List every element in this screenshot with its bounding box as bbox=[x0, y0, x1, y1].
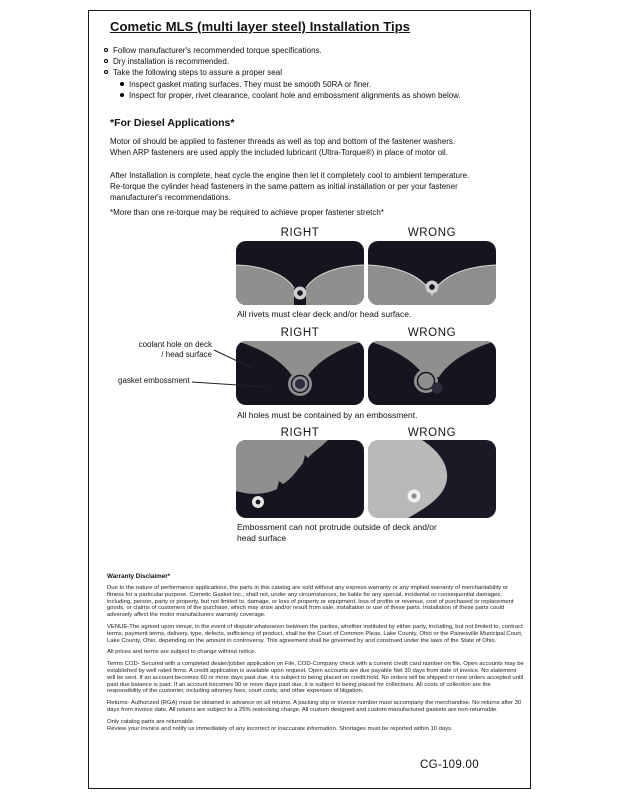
right-label-row3: RIGHT bbox=[280, 427, 320, 439]
list-item bbox=[104, 67, 322, 78]
warranty-paragraph: Only catalog parts are returnable. bbox=[107, 718, 195, 725]
tip-text: Take the following steps to assure a proper seal bbox=[113, 68, 282, 77]
warranty-paragraph: All prices and terms are subject to change without notice. bbox=[107, 649, 256, 656]
open-bullet-icon bbox=[104, 59, 108, 63]
list-item bbox=[104, 56, 322, 67]
sub-tips-list bbox=[120, 79, 461, 101]
diesel-paragraph-1: Motor oil should be applied to fastener threads as well as top and bottom of the fastener washers. When ARP fasteners are used apply the included lubricant (Ultra-Torque®) in place of motor oil. bbox=[110, 137, 456, 157]
wrong-label-row3: WRONG bbox=[407, 427, 457, 439]
caption-row3: Embossment can not protrude outside of deck and/or head surface bbox=[237, 522, 437, 543]
warranty-section bbox=[107, 573, 525, 737]
sub-tip-text: Inspect for proper, rivet clearance, coolant hole and embossment alignments as shown below. bbox=[129, 91, 461, 100]
list-item bbox=[120, 90, 461, 101]
open-bullet-icon bbox=[104, 48, 108, 52]
sub-tip-text: Inspect gasket mating surfaces. They must be smooth 50RA or finer. bbox=[129, 80, 372, 89]
open-bullet-icon bbox=[104, 70, 108, 74]
caption-row2: All holes must be contained by an embossment. bbox=[237, 410, 418, 420]
page-title: Cometic MLS (multi layer steel) Installation Tips bbox=[110, 19, 411, 34]
tip-text: Dry installation is recommended. bbox=[113, 57, 230, 66]
diagram-protrusion-right bbox=[236, 440, 364, 518]
annotation-pointer-lines bbox=[100, 330, 300, 400]
diagram-protrusion-wrong bbox=[368, 440, 496, 518]
gasket-embossment-annotation: gasket embossment bbox=[118, 376, 190, 385]
warranty-paragraph: Terms COD- Secured with a completed dealer/jobber application on File, COD-Company check with a current credit card number on file. Open accounts may be established by well rated firms. A credit application is available upon request. Open accounts are due payable Net 30 days from date of invoice. No statement will be sent. If an account becomes 60 or more days past due, it is subject to being placed on credit hold. No orders will be shipped or new orders accepted until past due balance is paid. If an account becomes 90 or more days past due, it is subject to being placed for collections. All costs of collection are the responsibility of the customer, including attorney fees, court costs, and other expenses of litigation. bbox=[107, 661, 524, 695]
caption-row1: All rivets must clear deck and/or head surface. bbox=[237, 309, 412, 319]
diesel-paragraph-2: After Installation is complete, heat cycle the engine then let it completely cool to ambient temperature. Re-torque the cylinder head fasteners in the same pattern as initial installation or per your fastener manufacturer's recommendations. bbox=[110, 171, 470, 202]
tips-list bbox=[104, 45, 322, 78]
coolant-hole-annotation: coolant hole on deck / head surface bbox=[138, 340, 212, 359]
warranty-paragraph: Review your invoice and notify us immediately of any incorrect or inaccurate information. Shortages must be reported within 10 days. bbox=[107, 725, 453, 732]
filled-bullet-icon bbox=[120, 93, 124, 97]
wrong-label-row2: WRONG bbox=[407, 327, 457, 339]
diesel-heading: *For Diesel Applications* bbox=[110, 117, 235, 129]
warranty-paragraph: Returns- Authorized (RGA) must be obtained in advance on all returns. A packing slip or invoice number must accompany the merchandise. No returns after 30 days from invoice date. All returns are subject to a 25% restocking charge. All custom designed and custom manufactured gaskets are non-returnable. bbox=[107, 700, 522, 713]
diagram-rivet-wrong bbox=[368, 241, 496, 305]
list-item bbox=[104, 45, 322, 56]
page-code: CG-109.00 bbox=[420, 759, 479, 771]
warranty-paragraph: VENUE-The agreed upon venue, in the event of dispute whatsoever between the parties, whether instituted by either party, including, but not limited to, contract terms, payment terms, delivery, type, defects, sufficiency of product, shall be the Court of Common Pleas, Lake County, Ohio or the Painesville Municipal Court, Lake County, Ohio, depending on the amount in controversy. This agreement shall be governed by and construed under the laws of the State of Ohio. bbox=[107, 623, 523, 644]
right-label-row2: RIGHT bbox=[280, 327, 320, 339]
diagram-rivet-right bbox=[236, 241, 364, 305]
right-label-row1: RIGHT bbox=[280, 227, 320, 239]
wrong-label-row1: WRONG bbox=[407, 227, 457, 239]
warranty-heading: Warranty Disclaimer* bbox=[107, 573, 171, 580]
retorque-note: *More than one re-torque may be required to achieve proper fastener stretch* bbox=[110, 208, 384, 217]
diagram-embossment-wrong bbox=[368, 341, 496, 405]
filled-bullet-icon bbox=[120, 82, 124, 86]
list-item bbox=[120, 79, 461, 90]
tip-text: Follow manufacturer's recommended torque specifications. bbox=[113, 46, 322, 55]
warranty-paragraph: Due to the nature of performance applications, the parts in this catalog are sold without any express warranty or any implied warranty of merchantability or fitness for a particular purpose. Cometic Gasket Inc., shall not, under any circumstances, be liable for any special, incidental or consequential damages, including, person, party or property, but not limited to, damage, or loss of property or equipment, loss of profits or revenue, cost of purchased or replacement goods, or claims of customers of the purchase, which may arise and/or result from sale, installation or use of these parts. Installation of these parts could adversely affect the motor manufacturers warranty coverage. bbox=[107, 585, 514, 619]
